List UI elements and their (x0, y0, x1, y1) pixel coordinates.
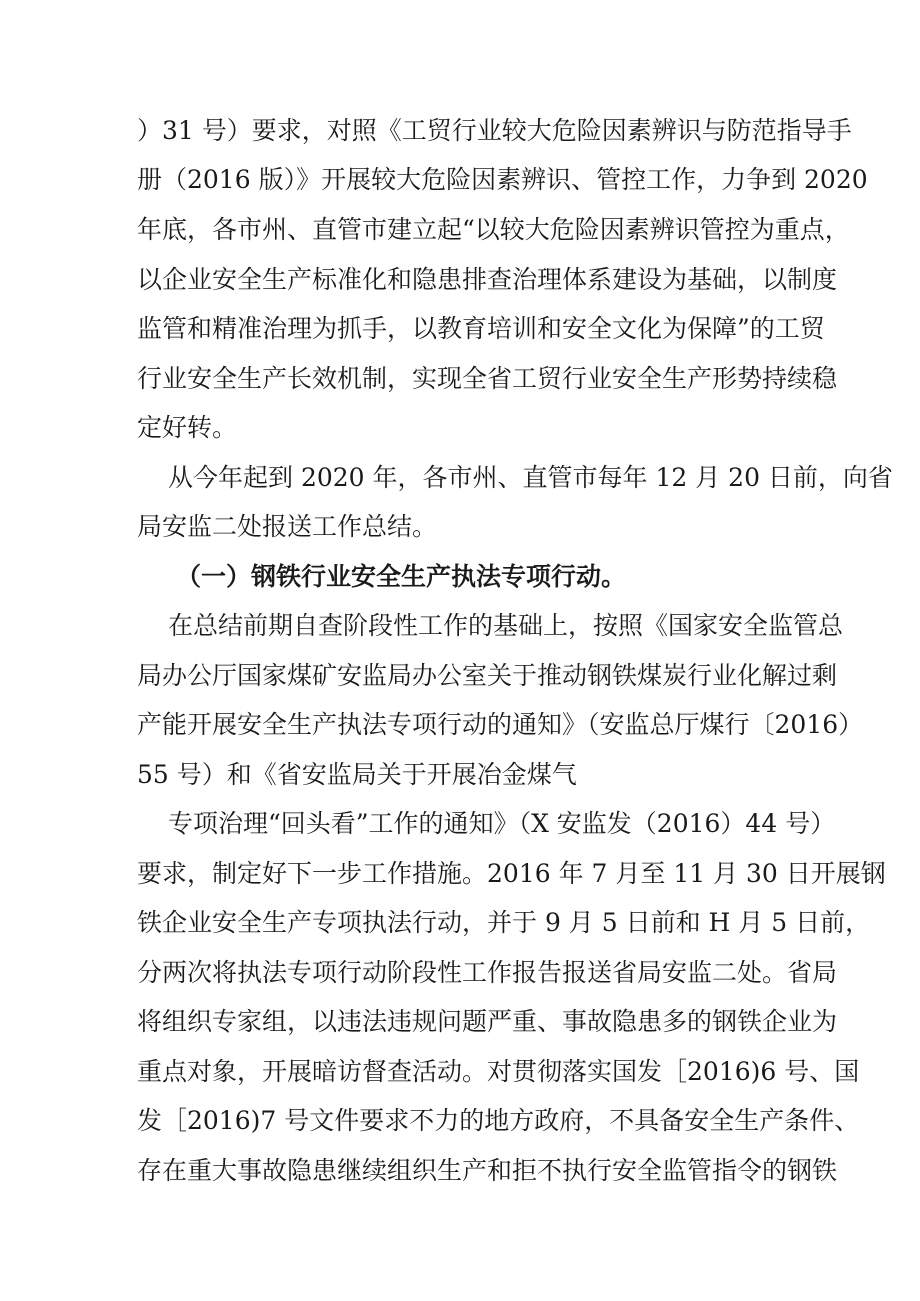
text-line: 重点对象，开展暗访督查活动。对贯彻落实国发［2016)6 号、国 (137, 1057, 860, 1086)
text-line: 发［2016)7 号文件要求不力的地方政府，不具备安全生产条件、 (137, 1106, 860, 1135)
paragraph-first-line: 从今年起到 2020 年，各市州、直管市每年 12 月 20 日前，向省 (168, 463, 893, 492)
text-line: 55 号）和《省安监局关于开展冶金煤气 (137, 760, 577, 789)
text-line: 分两次将执法专项行动阶段性工作报告报送省局安监二处。省局 (137, 958, 838, 987)
text-line: 将组织专家组，以违法违规问题严重、事故隐患多的钢铁企业为 (137, 1007, 838, 1036)
text-line: 存在重大事故隐患继续组织生产和拒不执行安全监管指令的钢铁 (137, 1156, 838, 1185)
text-line: ）31 号）要求，对照《工贸行业较大危险因素辨识与防范指导手 (137, 116, 852, 145)
text-line: 产能开展安全生产执法专项行动的通知》（安监总厅煤行〔2016） (137, 710, 864, 739)
text-line: 局安监二处报送工作总结。 (137, 512, 438, 541)
text-line: 局办公厅国家煤矿安监局办公室关于推动钢铁煤炭行业化解过剩 (137, 661, 838, 690)
text-line: 年底，各市州、直管市建立起“以较大危险因素辨识管控为重点， (137, 215, 850, 244)
text-line: 册（2016 版）》开展较大危险因素辨识、管控工作，力争到 2020 (137, 165, 868, 194)
text-line: 以企业安全生产标准化和隐患排查治理体系建设为基础，以制度 (137, 265, 838, 294)
text-line: 要求，制定好下一步工作措施。2016 年 7 月至 11 月 30 日开展钢 (137, 859, 886, 888)
paragraph-first-line: 专项治理“回头看”工作的通知》（X 安监发（2016）44 号） (168, 809, 836, 838)
text-line: 行业安全生产长效机制，实现全省工贸行业安全生产形势持续稳 (137, 364, 838, 393)
text-line: 铁企业安全生产专项执法行动，并于 9 月 5 日前和 H 月 5 日前， (137, 908, 871, 937)
paragraph-first-line: 在总结前期自查阶段性工作的基础上，按照《国家安全监管总 (168, 611, 844, 640)
text-line: 定好转。 (137, 413, 238, 442)
section-heading: （一）钢铁行业安全生产执法专项行动。 (176, 562, 627, 591)
text-line: 监管和精准治理为抓手，以教育培训和安全文化为保障”的工贸 (137, 314, 825, 343)
